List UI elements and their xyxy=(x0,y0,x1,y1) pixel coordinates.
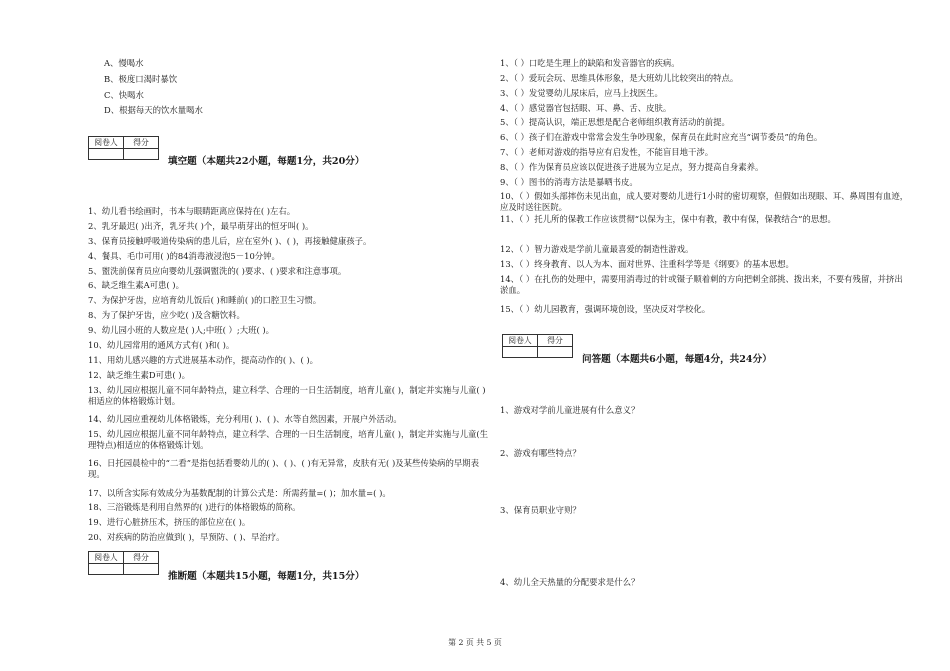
fill-item-1: 1、幼儿看书绘画时，书本与眼睛距离应保持在( )左右。 xyxy=(88,206,296,216)
fill-item-13: 13、幼儿园应根据儿童不同年龄特点，建立科学、合理的一日生活制度，培育儿童( )，制定并实施与儿童( )相适应的体格锻炼计划。 xyxy=(88,385,486,406)
judge-item-8: 8、（ ）作为保育员应该以促进孩子进展为立足点，努力提高自身素养。 xyxy=(500,162,764,172)
fill-item-3: 3、保育员接触呼吸道传染病的患儿后，应在室外( )、( )，再接触健康孩子。 xyxy=(88,236,372,246)
fill-item-12: 12、缺乏维生素D可患( )。 xyxy=(88,370,190,380)
fill-item-2: 2、乳牙最迟( )出齐，乳牙共( )个，最早萌芽出的恒牙叫( )。 xyxy=(88,221,314,231)
fill-section-title: 填空题（本题共22小题，每题1分，共20分） xyxy=(168,156,365,167)
fill-item-8: 8、为了保护牙齿，应少吃( )及含糖饮料。 xyxy=(88,310,245,320)
judge-item-13: 13、（ ）终身教育、以人为本、面对世界、注重科学等是《纲要》的基本思想。 xyxy=(500,259,794,269)
option-b: B、极度口渴时暴饮 xyxy=(104,74,178,84)
qa-section-title: 问答题（本题共6小题，每题4分，共24分） xyxy=(582,354,772,365)
judge-item-7: 7、（ ）老师对游戏的指导应有启发性，不能盲目地干涉。 xyxy=(500,147,714,157)
fill-item-9: 9、幼儿园小班的人数应是( )人;中班( ）;大班( )。 xyxy=(88,325,275,335)
fill-item-16: 16、日托园晨检中的“二看”是指包括看婴幼儿的( )、( )、( )有无异常，皮肤有无( )及某些传染病的早期表现。 xyxy=(88,458,480,479)
page-footer: 第 2 页 共 5 页 xyxy=(448,638,502,647)
judge-item-1: 1、（ ）口吃是生理上的缺陷和发音器官的疾病。 xyxy=(500,58,680,68)
score-table-fill xyxy=(88,136,159,160)
score-table-qa xyxy=(502,334,573,358)
judge-item-10: 10、（ ）假如头部摔伤未见出血，成人要对婴幼儿进行1小时的密切观察，但假如出现眼、耳、鼻周围有血迹，应及时送往医院。 xyxy=(500,191,909,212)
fill-item-18: 18、三浴锻炼是利用自然界的( )进行的体格锻炼的简称。 xyxy=(88,502,301,512)
fill-item-15: 15、幼儿园应根据儿童不同年龄特点，建立科学、合理的一日生活制度，培育儿童( )，制定并实施与儿童(生理特点)相适应的体格锻炼计划。 xyxy=(88,429,488,450)
judge-item-15: 15、（ ）幼儿园教育，强调环境创设，坚决反对学校化。 xyxy=(500,304,711,314)
fill-item-5: 5、盥洗前保育员应向婴幼儿强调盥洗的( )要求、( )要求和注意事项。 xyxy=(88,266,347,276)
judge-item-14: 14、（ ）在扎伤的处理中，需要用消毒过的针或镊子顺着刺的方向把刺全部挑、拨出来，不要有残留，并挤出淤血。 xyxy=(500,274,903,295)
reviewer-label: 阅卷人 xyxy=(503,335,538,347)
option-a: A、慢喝水 xyxy=(104,58,144,68)
fill-item-6: 6、缺乏维生素A可患( )。 xyxy=(88,280,184,290)
judge-item-12: 12、（ ）智力游戏是学前儿童最喜爱的制造性游戏。 xyxy=(500,244,694,254)
qa-item-3: 3、保育员职业守则？ xyxy=(500,505,581,515)
judge-item-6: 6、（ ）孩子们在游戏中常常会发生争吵现象，保育员在此时应充当“调节委员”的角色。 xyxy=(500,132,823,142)
reviewer-label: 阅卷人 xyxy=(89,137,124,149)
judge-item-4: 4、（ ）感觉器官包括眼、耳、鼻、舌、皮肤。 xyxy=(500,103,672,113)
reviewer-label: 阅卷人 xyxy=(89,552,124,564)
fill-item-19: 19、进行心脏挤压术，挤压的部位应在( )。 xyxy=(88,517,251,527)
judge-item-9: 9、（ ）图书的消毒方法是暴晒书皮。 xyxy=(500,177,638,187)
judge-item-11: 11、（ ）托儿所的保教工作应该贯彻“以保为主，保中有教，教中有保，保教结合”的思想。 xyxy=(500,214,836,224)
fill-item-10: 10、幼儿园常用的通风方式有( )和( )。 xyxy=(88,340,235,350)
score-label: 得分 xyxy=(538,335,573,347)
qa-item-4: 4、幼儿全天热量的分配要求是什么？ xyxy=(500,577,640,587)
fill-item-4: 4、餐具、毛巾可用( )的84消毒液浸泡5－10分钟。 xyxy=(88,251,280,261)
fill-item-20: 20、对疾病的防治应做到( )，早预防、( )、早治疗。 xyxy=(88,532,285,542)
qa-item-1: 1、游戏对学前儿童进展有什么意义？ xyxy=(500,405,640,415)
option-d: D、根据每天的饮水量喝水 xyxy=(104,105,203,115)
fill-item-14: 14、幼儿园应重视幼儿体格锻炼，充分利用( )、( )、水等自然因素，开展户外活动。 xyxy=(88,414,402,424)
option-c: C、快喝水 xyxy=(104,90,144,100)
qa-item-2: 2、游戏有哪些特点？ xyxy=(500,448,581,458)
judge-item-5: 5、（ ）提高认识，端正思想是配合老师组织教育活动的前提。 xyxy=(500,117,730,127)
judge-section-title: 推断题（本题共15小题，每题1分，共15分） xyxy=(168,571,365,582)
fill-item-11: 11、用幼儿感兴趣的方式进展基本动作，提高动作的( )、( )。 xyxy=(88,355,319,365)
score-label: 得分 xyxy=(124,137,159,149)
score-label: 得分 xyxy=(124,552,159,564)
fill-item-7: 7、为保护牙齿，应培育幼儿饭后( )和睡前( )的口腔卫生习惯。 xyxy=(88,295,322,305)
judge-item-2: 2、（ ）爱玩会玩、思维具体形象，是大班幼儿比较突出的特点。 xyxy=(500,73,739,83)
fill-item-17: 17、以所含实际有效成分为基数配制的计算公式是：所需药量=( )；加水量=( )。 xyxy=(88,488,391,498)
score-table-judge xyxy=(88,551,159,575)
judge-item-3: 3、（ ）发觉婴幼儿尿床后，应马上找医生。 xyxy=(500,88,663,98)
